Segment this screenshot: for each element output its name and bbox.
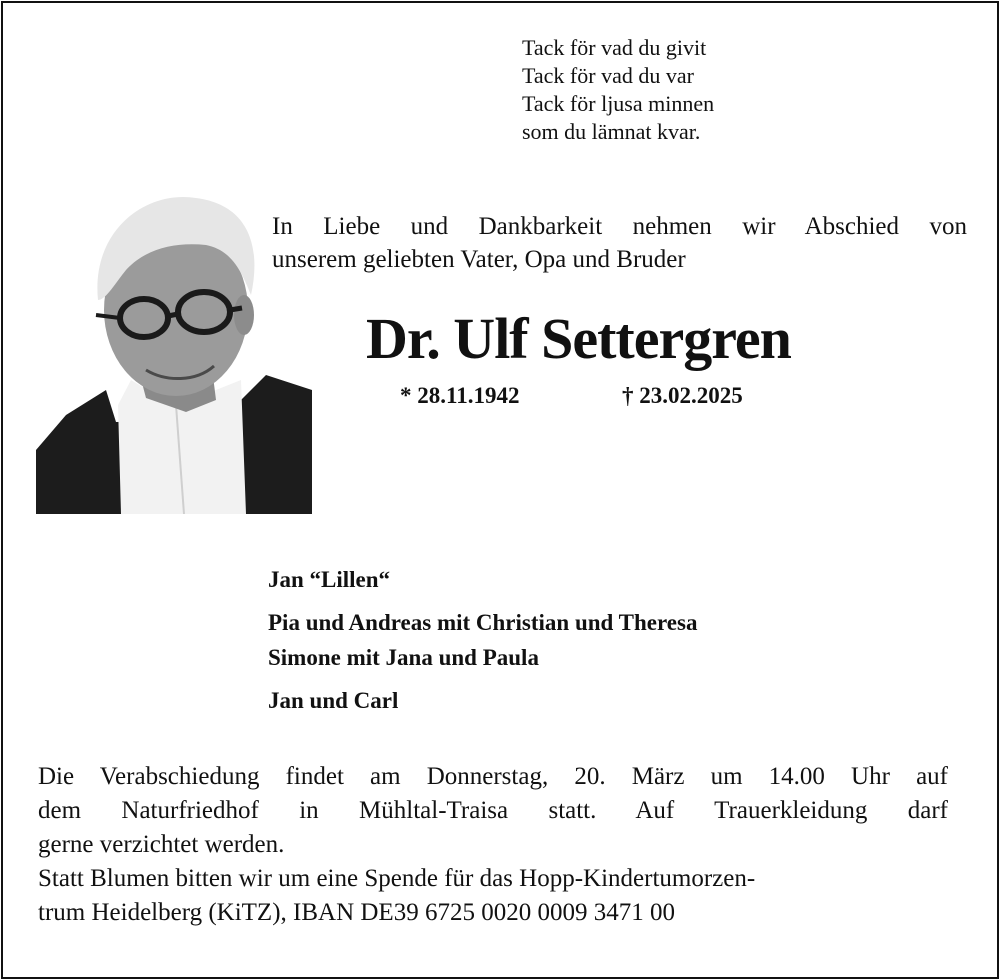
intro-line: In Liebe und Dankbarkeit nehmen wir Abschied von bbox=[272, 213, 967, 240]
intro-text bbox=[272, 210, 967, 276]
portrait-photo bbox=[36, 190, 312, 514]
birth-date: * 28.11.1942 bbox=[400, 383, 520, 408]
notice-line: Statt Blumen bitten wir um eine Spende für das Hopp-Kindertumorzen- bbox=[38, 865, 756, 892]
deceased-name: Dr. Ulf Settergren bbox=[366, 306, 791, 371]
poem bbox=[522, 34, 714, 146]
family-member: Pia und Andreas mit Christian und Theresa bbox=[268, 610, 698, 635]
notice-line: Die Verabschiedung findet am Donnerstag, 20. März um 14.00 Uhr auf bbox=[38, 763, 948, 790]
funeral-notice bbox=[38, 760, 948, 930]
family-member: Jan “Lillen“ bbox=[268, 567, 391, 592]
family-member: Jan und Carl bbox=[268, 688, 399, 713]
family-member: Simone mit Jana und Paula bbox=[268, 645, 539, 670]
poem-line: Tack för ljusa minnen bbox=[522, 91, 715, 116]
notice-line: trum Heidelberg (KiTZ), IBAN DE39 6725 0020 0009 3471 00 bbox=[38, 899, 675, 926]
notice-line: gerne verzichtet werden. bbox=[38, 831, 285, 858]
poem-line: som du lämnat kvar. bbox=[522, 119, 701, 144]
poem-line: Tack för vad du givit bbox=[522, 35, 707, 60]
death-date: † 23.02.2025 bbox=[622, 383, 743, 408]
intro-line: unserem geliebten Vater, Opa und Bruder bbox=[272, 246, 686, 273]
poem-line: Tack för vad du var bbox=[522, 63, 694, 88]
notice-line: dem Naturfriedhof in Mühltal-Traisa statt. Auf Trauerkleidung darf bbox=[38, 797, 948, 824]
